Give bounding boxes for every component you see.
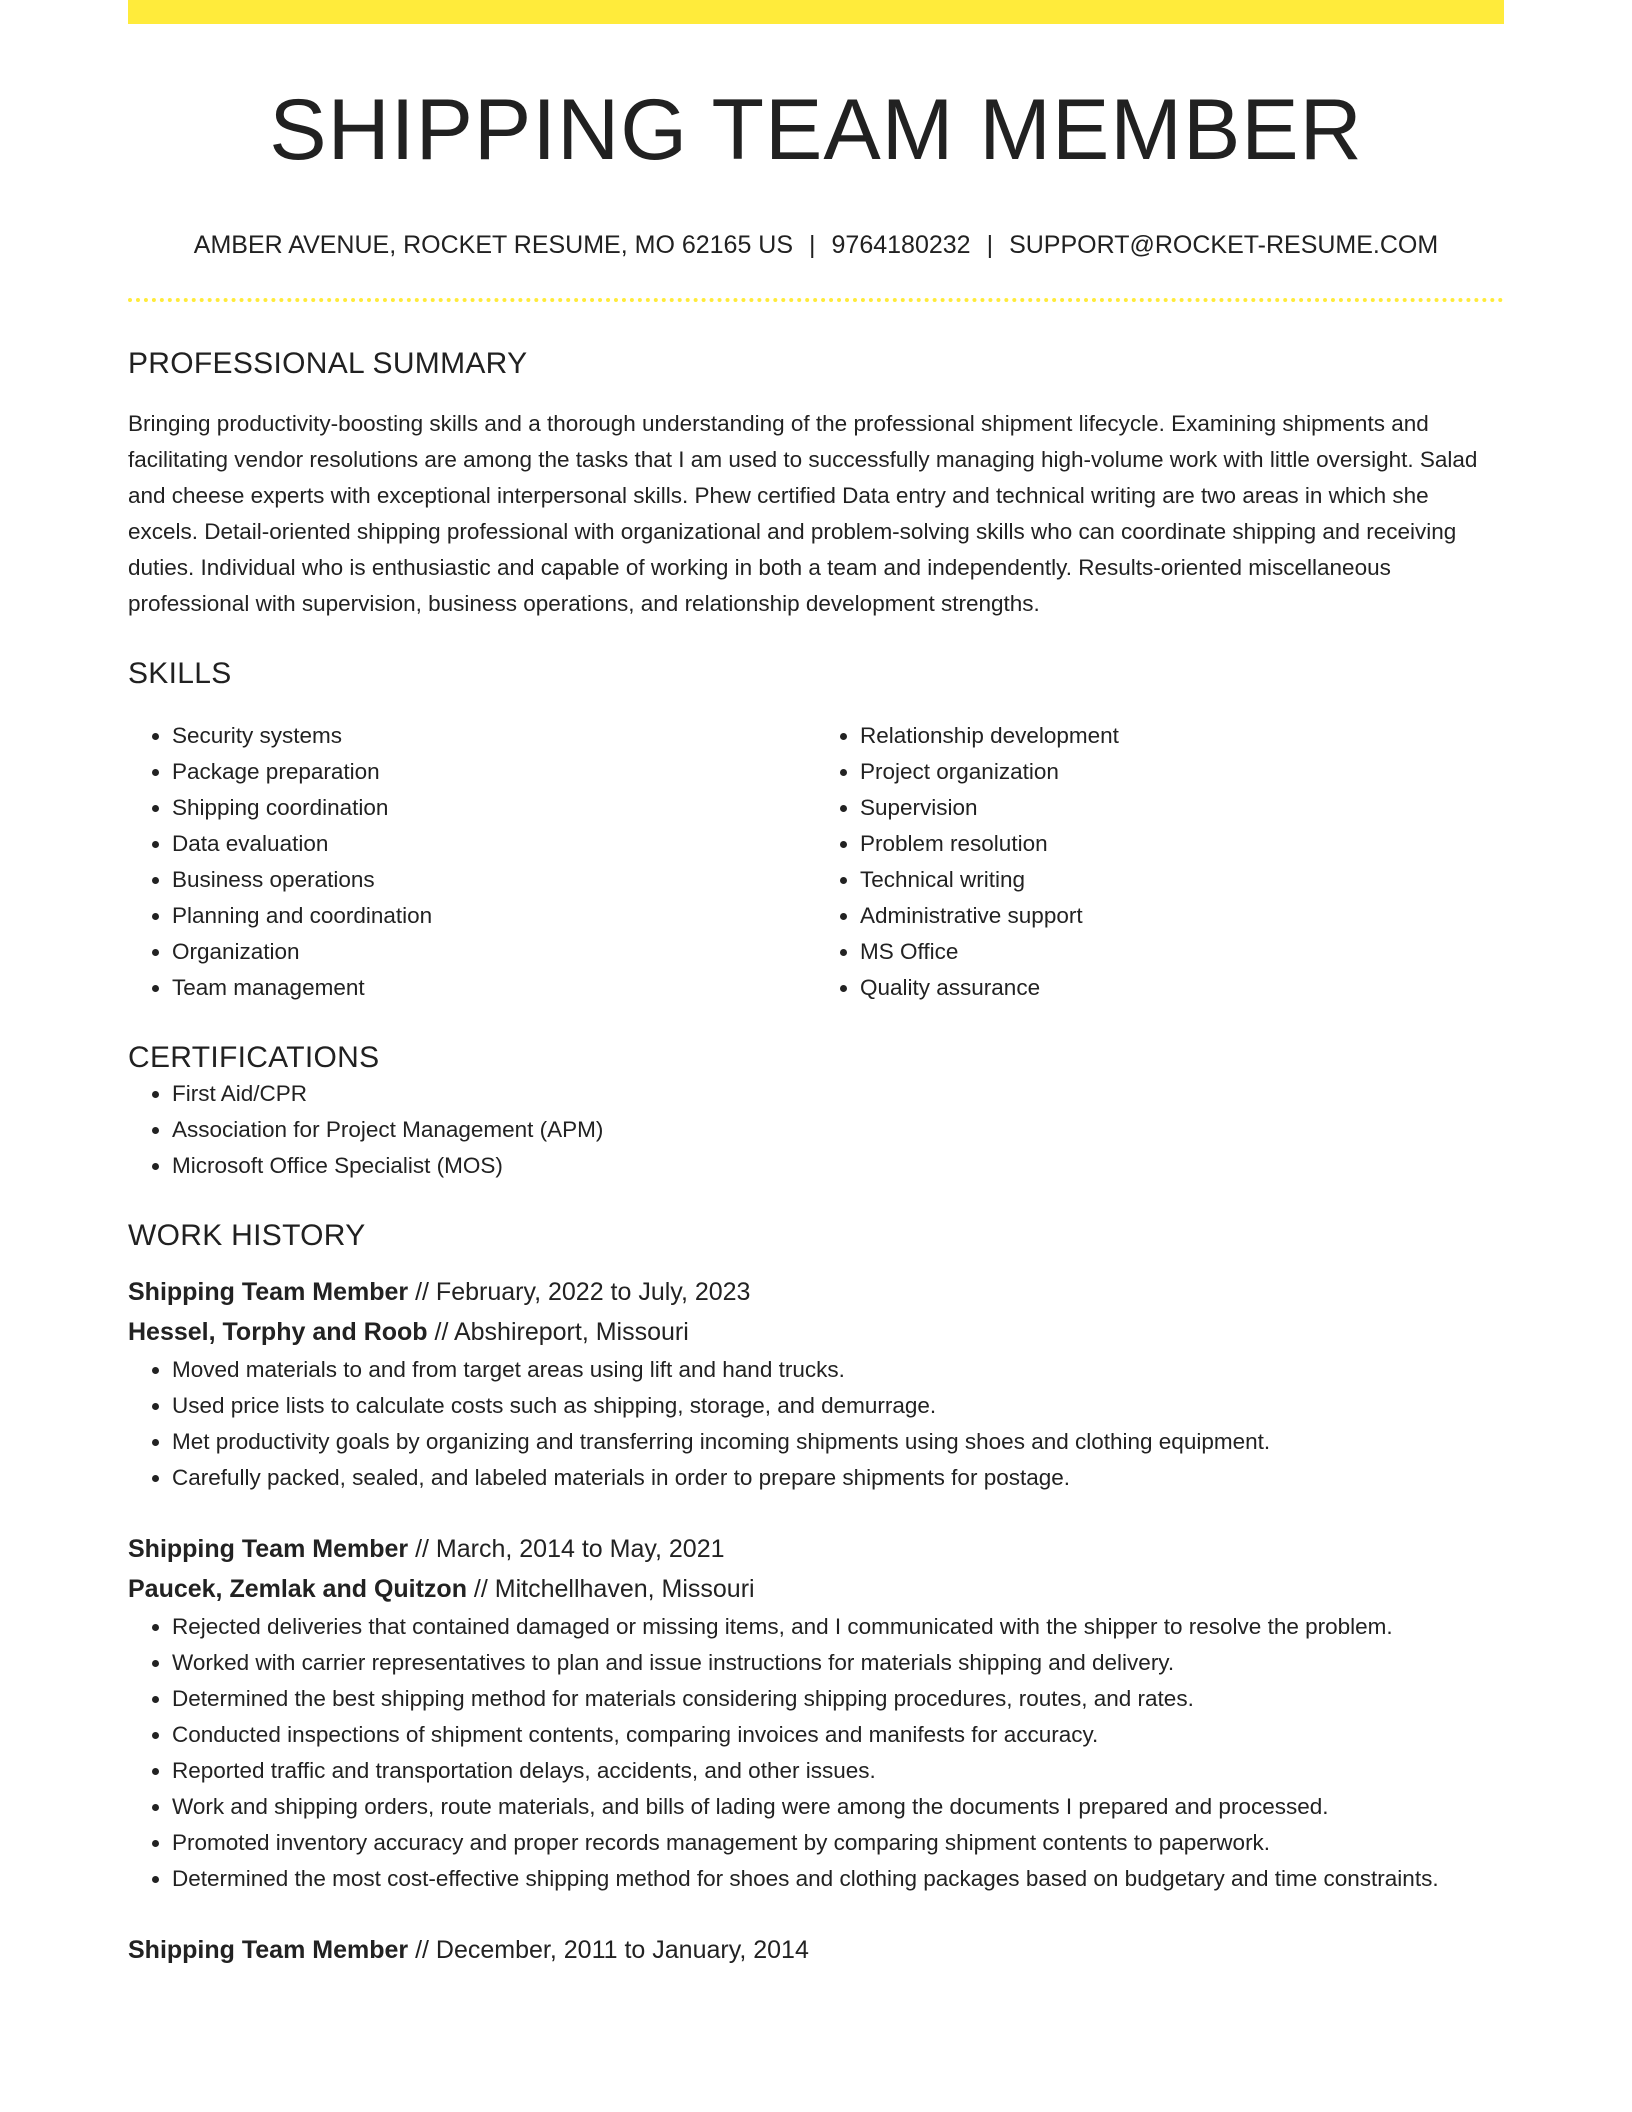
summary-text: Bringing productivity-boosting skills and a thorough understanding of the professional shipment lifecycle. Examining shipments and facilitating vendor resolutions are among the tasks that I am used to successfully managing high-volume work with little oversight. Salad and cheese experts with exceptional interpersonal skills. Phew certified Data entry and technical writing are two areas in which she excels. Detail-oriented shipping professional with organizational and problem-solving skills who can coordinate shipping and receiving duties. Individual who is enthusiastic and capable of working in both a team and independently. Results-oriented miscellaneous professional with supervision, business operations, and relationship development strengths. <box>128 410 1478 616</box>
skill-item: • Planning and coordination <box>172 898 816 934</box>
skill-item: • Package preparation <box>172 754 816 790</box>
contact-separator: | <box>986 230 994 259</box>
skill-item: • Business operations <box>172 862 816 898</box>
resume-name: SHIPPING TEAM MEMBER <box>269 82 1363 178</box>
job-duty: • Met productivity goals by organizing and transferring incoming shipments using shoes and clothing equipment. <box>172 1424 1504 1460</box>
skill-item: • Quality assurance <box>860 970 1504 1006</box>
certification-item: • Microsoft Office Specialist (MOS) <box>172 1148 1504 1184</box>
certification-item: • Association for Project Management (APM) <box>172 1112 1504 1148</box>
job-duty: • Conducted inspections of shipment contents, comparing invoices and manifests for accuracy. <box>172 1717 1504 1753</box>
skill-item: • Relationship development <box>860 718 1504 754</box>
job-dates: // March, 2014 to May, 2021 <box>408 1534 725 1563</box>
contact-line <box>128 230 1504 260</box>
certification-item: • First Aid/CPR <box>172 1076 1504 1112</box>
job-location: // Mitchellhaven, Missouri <box>466 1574 755 1603</box>
job-duty: • Determined the best shipping method for materials considering shipping procedures, routes, and rates. <box>172 1681 1504 1717</box>
dotted-divider <box>128 298 1504 302</box>
skill-item: • MS Office <box>860 934 1504 970</box>
summary-heading: PROFESSIONAL SUMMARY <box>128 346 528 380</box>
job-duty: • Determined the most cost-effective shipping method for shoes and clothing packages based on budgetary and time constraints. <box>172 1861 1504 1897</box>
job-duty: • Moved materials to and from target areas using lift and hand trucks. <box>172 1352 1504 1388</box>
job-duties-list <box>128 1352 1504 1496</box>
skills-list-left <box>128 718 816 1006</box>
job-title: Shipping Team Member <box>128 1277 409 1306</box>
job-title: Shipping Team Member <box>128 1534 409 1563</box>
job-duty: • Used price lists to calculate costs such as shipping, storage, and demurrage. <box>172 1388 1504 1424</box>
job-company-line <box>128 1569 1504 1609</box>
job-location: // Abshireport, Missouri <box>427 1317 689 1346</box>
certifications-heading: CERTIFICATIONS <box>128 1040 380 1074</box>
skill-item: • Shipping coordination <box>172 790 816 826</box>
job-title-line <box>128 1272 1504 1312</box>
job-duty: • Rejected deliveries that contained damaged or missing items, and I communicated with the shipper to resolve the problem. <box>172 1609 1504 1645</box>
job-entry <box>128 1930 1504 1970</box>
skill-item: • Administrative support <box>860 898 1504 934</box>
skill-item: • Supervision <box>860 790 1504 826</box>
job-title-line <box>128 1930 1504 1970</box>
work-history-heading: WORK HISTORY <box>128 1218 366 1252</box>
skills-heading: SKILLS <box>128 656 232 690</box>
job-title: Shipping Team Member <box>128 1935 409 1964</box>
contact-email: SUPPORT@ROCKET-RESUME.COM <box>1009 230 1439 259</box>
skill-item: • Project organization <box>860 754 1504 790</box>
job-duty: • Carefully packed, sealed, and labeled materials in order to prepare shipments for postage. <box>172 1460 1504 1496</box>
contact-separator: | <box>809 230 816 259</box>
accent-top-bar <box>128 0 1504 24</box>
job-duty: • Worked with carrier representatives to plan and issue instructions for materials shipping and delivery. <box>172 1645 1504 1681</box>
job-company: Paucek, Zemlak and Quitzon <box>128 1574 467 1603</box>
skill-item: • Problem resolution <box>860 826 1504 862</box>
contact-address: AMBER AVENUE, ROCKET RESUME, MO 62165 US <box>193 230 794 259</box>
certifications-list <box>128 1076 1504 1184</box>
skill-item: • Organization <box>172 934 816 970</box>
skill-item: • Data evaluation <box>172 826 816 862</box>
job-company-line <box>128 1312 1504 1352</box>
skill-item: • Security systems <box>172 718 816 754</box>
skills-list-right <box>816 718 1504 1006</box>
skill-item: • Technical writing <box>860 862 1504 898</box>
job-duty: • Work and shipping orders, route materials, and bills of lading were among the documents I prepared and processed. <box>172 1789 1504 1825</box>
job-entry <box>128 1272 1504 1496</box>
skills-columns <box>128 718 1504 1006</box>
job-duty: • Promoted inventory accuracy and proper records management by comparing shipment contents to paperwork. <box>172 1825 1504 1861</box>
job-duty: • Reported traffic and transportation delays, accidents, and other issues. <box>172 1753 1504 1789</box>
job-duties-list <box>128 1609 1504 1897</box>
job-entry <box>128 1529 1504 1897</box>
skill-item: • Team management <box>172 970 816 1006</box>
job-company: Hessel, Torphy and Roob <box>128 1317 428 1346</box>
job-dates: // December, 2011 to January, 2014 <box>408 1935 809 1964</box>
contact-phone: 9764180232 <box>831 230 971 259</box>
resume-page <box>128 0 1504 1970</box>
job-dates: // February, 2022 to July, 2023 <box>408 1277 751 1306</box>
job-title-line <box>128 1529 1504 1569</box>
